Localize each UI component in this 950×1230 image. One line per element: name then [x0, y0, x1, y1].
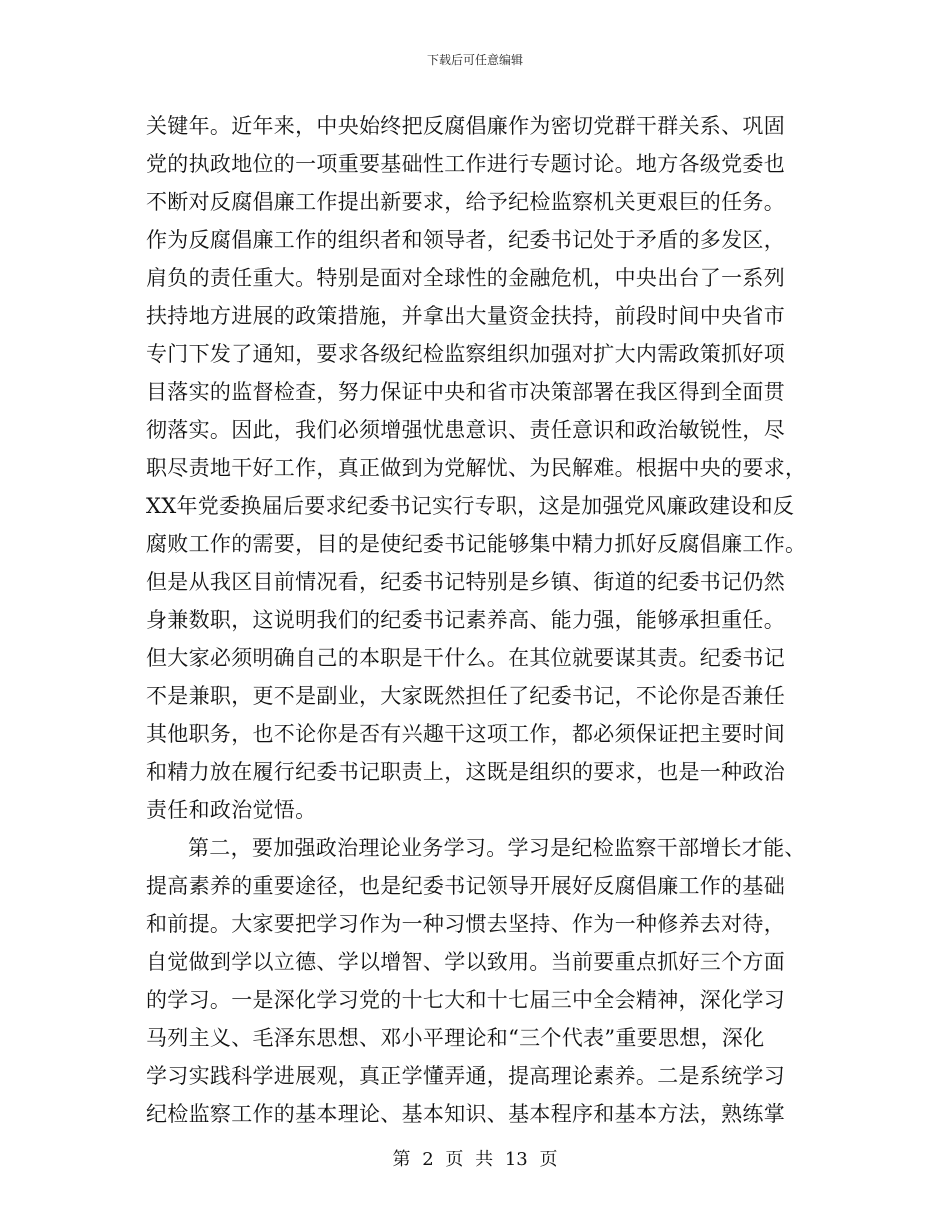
text-line: 不断对反腐倡廉工作提出新要求，给予纪检监察机关更艰巨的任务。: [146, 190, 785, 214]
text-line: 和前提。大家要把学习作为一种习惯去坚持、作为一种修养去对待，: [146, 912, 785, 936]
text-line: 目落实的监督检查，努力保证中央和省市决策部署在我区得到全面贯: [146, 380, 785, 404]
text-line: 责任和政治觉悟。: [146, 798, 317, 822]
text-line: 作为反腐倡廉工作的组织者和领导者，纪委书记处于矛盾的多发区，: [146, 228, 785, 252]
paragraph-start-line: 第二，要加强政治理论业务学习。学习是纪检监察干部增长才能、: [188, 836, 806, 860]
text-line: 和精力放在履行纪委书记职责上，这既是组织的要求，也是一种政治: [146, 760, 785, 784]
text-line: 提高素养的重要途径，也是纪委书记领导开展好反腐倡廉工作的基础: [146, 874, 785, 898]
text-line: 专门下发了通知，要求各级纪检监察组织加强对扩大内需政策抓好项: [146, 342, 785, 366]
text-line: 身兼数职，这说明我们的纪委书记素养高、能力强，能够承担重任。: [146, 608, 785, 632]
page-header: 下载后可任意编辑: [426, 53, 523, 67]
text-line: 不是兼职，更不是副业，大家既然担任了纪委书记，不论你是否兼任: [146, 684, 785, 708]
text-line: 肩负的责任重大。特别是面对全球性的金融危机，中央出台了一系列: [146, 266, 785, 290]
text-line: 关键年。近年来，中央始终把反腐倡廉作为密切党群干群关系、巩固: [146, 114, 785, 138]
text-line: 腐败工作的需要，目的是使纪委书记能够集中精力抓好反腐倡廉工作。: [146, 532, 807, 556]
document-body: [146, 107, 806, 1133]
text-line: 纪检监察工作的基本理论、基本知识、基本程序和基本方法，熟练掌: [146, 1102, 785, 1126]
text-line: 党的执政地位的一项重要基础性工作进行专题讨论。地方各级党委也: [146, 152, 785, 176]
text-line: 但大家必须明确自己的本职是干什么。在其位就要谋其责。纪委书记: [146, 646, 785, 670]
text-line: 学习实践科学进展观，真正学懂弄通，提高理论素养。二是系统学习: [146, 1064, 785, 1088]
text-line: XX年党委换届后要求纪委书记实行专职，这是加强党风廉政建设和反: [146, 494, 795, 518]
text-line: 职尽责地干好工作，真正做到为党解忧、为民解难。根据中央的要求，: [146, 456, 807, 480]
text-line: 其他职务，也不论你是否有兴趣干这项工作，都必须保证把主要时间: [146, 722, 785, 746]
text-line: 扶持地方进展的政策措施，并拿出大量资金扶持，前段时间中央省市: [146, 304, 785, 328]
text-line: 自觉做到学以立德、学以增智、学以致用。当前要重点抓好三个方面: [146, 950, 785, 974]
text-line: 的学习。一是深化学习党的十七大和十七届三中全会精神，深化学习: [146, 988, 785, 1012]
text-line: 彻落实。因此，我们必须增强忧患意识、责任意识和政治敏锐性，尽: [146, 418, 785, 442]
text-line: 马列主义、毛泽东思想、邓小平理论和“三个代表”重要思想，深化: [146, 1026, 765, 1050]
page-number-footer: 第 2 页 共 13 页: [392, 1149, 558, 1170]
text-line: 但是从我区目前情况看，纪委书记特别是乡镇、街道的纪委书记仍然: [146, 570, 785, 594]
